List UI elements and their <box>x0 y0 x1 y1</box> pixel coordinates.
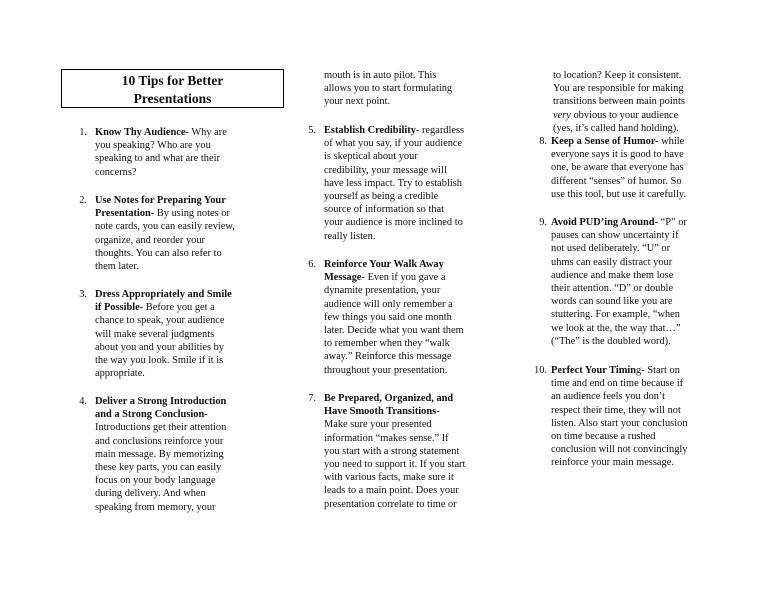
text-line: an audience feels you don’t <box>551 391 666 403</box>
text-line: will make several judgments <box>95 328 215 340</box>
tip-number: 1. <box>79 127 87 138</box>
text-line: leads to a main point. Does your <box>324 485 459 497</box>
tip-body <box>95 194 235 273</box>
text-line: respect their time, they will not <box>551 404 681 416</box>
text-line: Keep a Sense of Humor- while <box>551 136 685 147</box>
text-line: stuttering. For example, “when <box>551 309 680 321</box>
text-line: and conclusions reinforce your <box>95 435 224 447</box>
text-line: different “senses” of humor. So <box>551 175 682 187</box>
text-line: very obvious to your audience <box>553 109 679 121</box>
tip-number: 8. <box>539 136 547 147</box>
text-line: their attention. “D” or double <box>551 283 674 295</box>
text-line: to location? Keep it consistent. <box>553 70 682 81</box>
text-line: you speaking? Who are you <box>95 140 211 152</box>
tip-body <box>551 135 686 201</box>
text-line: (“The” is the doubled word). <box>551 335 671 347</box>
text-line: speaking from memory, your <box>95 501 216 513</box>
text-line: Be Prepared, Organized, and <box>324 393 454 404</box>
tip-body <box>95 126 227 179</box>
tip-number: 3. <box>79 289 87 300</box>
tip-number: 6. <box>308 259 316 270</box>
text-line: on time because a rushed <box>551 431 656 443</box>
text-line: of what you say, if your audience <box>324 138 463 150</box>
text-line: about you and your abilities by <box>95 341 224 353</box>
tip-body <box>551 216 687 348</box>
text-line: Have Smooth Transitions- <box>324 406 440 418</box>
text-line: and a Strong Conclusion- <box>95 409 208 421</box>
text-line: the way you look. Smile if it is <box>95 355 224 367</box>
document-title <box>61 69 284 108</box>
text-line: Know Thy Audience- Why are <box>95 127 227 138</box>
text-line: Presentation- By using notes or <box>95 208 230 220</box>
text-line: Use Notes for Preparing Your <box>95 195 226 206</box>
text-line: with various facts, make sure it <box>324 472 454 484</box>
text-line: Make sure your presented <box>324 419 432 431</box>
text-line: have less impact. Try to establish <box>324 177 462 189</box>
text-line: your audience is more inclined to <box>324 217 463 229</box>
text-line: uhms can easily distract your <box>551 256 673 268</box>
text-line: reinforce your main message. <box>551 457 674 469</box>
text-line: Avoid PUD’ing Around- “P” or <box>551 217 687 228</box>
text-line: Reinforce Your Walk Away <box>324 259 444 270</box>
text-line: you need to support it. If you start <box>324 459 466 471</box>
text-line: words can sound like you are <box>551 296 673 308</box>
text-line: focus on your body language <box>95 475 216 487</box>
continued-text <box>553 69 685 135</box>
text-line: really listen. <box>324 230 376 242</box>
text-line: you start with a strong statement <box>324 445 460 457</box>
text-line: Perfect Your Timing- Start on <box>551 365 680 376</box>
text-line: note cards, you can easily review, <box>95 221 235 233</box>
tip-number: 5. <box>308 125 316 136</box>
text-line: during delivery. And when <box>95 488 206 500</box>
text-line: concerns? <box>95 166 137 178</box>
text-line: audience will only remember a <box>324 298 453 310</box>
text-line: credibility, your message will <box>324 164 447 176</box>
text-line: presentation correlate to time or <box>324 498 457 510</box>
tip-number: 7. <box>308 393 316 404</box>
text-line: conclusion will not convincingly <box>551 444 688 456</box>
text-line: audience and make them lose <box>551 269 674 281</box>
tip-body <box>324 124 464 243</box>
text-line: appropriate. <box>95 368 145 380</box>
text-line: organize, and reorder your <box>95 234 206 246</box>
text-line: is skeptical about your <box>324 151 418 163</box>
continued-text <box>324 69 452 109</box>
text-line: Deliver a Strong Introduction <box>95 396 227 407</box>
text-line: them later. <box>95 261 139 273</box>
text-line: main message. By memorizing <box>95 448 224 460</box>
text-line: (yes, it’s called hand holding). <box>553 122 679 134</box>
text-line: Introductions get their attention <box>95 422 227 434</box>
tip-body <box>551 364 688 470</box>
text-line: to remember when they “walk <box>324 338 450 350</box>
text-line: yourself as being a credible <box>324 191 439 203</box>
title-line-1: 10 Tips for Better <box>121 73 224 88</box>
tip-body <box>324 258 464 377</box>
text-line: if Possible- Before you get a <box>95 302 215 314</box>
text-line: later. Decide what you want them <box>324 325 464 337</box>
text-line: these key parts, you can easily <box>95 462 222 474</box>
tip-number: 9. <box>539 217 547 228</box>
text-line: speaking to and what are their <box>95 153 220 165</box>
text-line: one, be aware that everyone has <box>551 162 684 174</box>
text-line: not used deliberately. “U” or <box>551 243 671 255</box>
text-line: listen. Also start your conclusion <box>551 417 688 429</box>
text-line: Establish Credibility- regardless <box>324 125 465 136</box>
text-line: dynamite presentation, your <box>324 285 441 297</box>
title-line-2: Presentations <box>133 90 212 106</box>
tip-number: 10. <box>534 365 547 376</box>
text-line: mouth is in auto pilot. This <box>324 70 437 81</box>
text-line: time and end on time because if <box>551 378 684 390</box>
text-line: Message- Even if you gave a <box>324 272 446 284</box>
text-line: everyone says it is good to have <box>551 149 684 161</box>
text-line: Dress Appropriately and Smile <box>95 289 232 300</box>
text-line: source of information so that <box>324 204 445 216</box>
text-line: transitions between main points <box>553 96 685 108</box>
text-line: allows you to start formulating <box>324 83 453 95</box>
text-line: chance to speak, your audience <box>95 315 225 327</box>
text-line: use this tool, but use it carefully. <box>551 188 686 200</box>
tip-number: 2. <box>79 195 87 206</box>
tip-body <box>324 392 465 511</box>
text-line: information “makes sense.” If <box>324 432 449 444</box>
text-line: pauses can show uncertainty if <box>551 230 679 242</box>
tip-number: 4. <box>79 396 87 407</box>
text-line: thoughts. You can also refer to <box>95 247 222 259</box>
text-line: throughout your presentation. <box>324 364 448 376</box>
tip-body <box>95 288 232 380</box>
text-line: few things you said one month <box>324 311 452 323</box>
text-line: your next point. <box>324 96 391 108</box>
text-line: away.” Reinforce this message <box>324 351 452 363</box>
text-line: You are responsible for making <box>553 83 684 95</box>
text-line: we look at the, the way that…” <box>551 322 681 334</box>
tip-body <box>95 395 226 514</box>
